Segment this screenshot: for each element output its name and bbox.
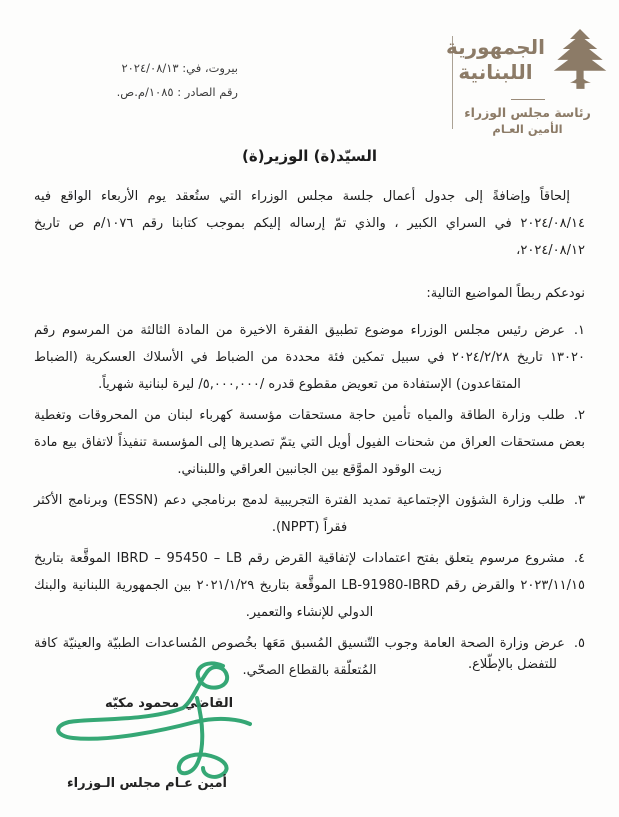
office-name: رئاسة مجلس الوزراء — [464, 105, 591, 120]
letter-meta — [40, 56, 238, 104]
secretary-general-label: الأمين العـام — [492, 122, 563, 136]
letter-body — [34, 183, 585, 688]
item-number: ٣. — [573, 493, 585, 508]
item-text: مشروع مرسوم يتعلق بفتح اعتمادات لإتفاقية القرض رقم ‎IBRD – 95450 – LB‎ الموقَّعة بتاريخ ٢٠٢٣/١١/١٥ والقرض رقم ‎LB-91980-IBRD‎ الموقَّعة بتاريخ ٢٠٢١/١/٢٩ بين الجمهورية اللبنانية والبنك الدولي للإنشاء والتعمير. — [34, 551, 585, 620]
intro-paragraph: إلحاقاً وإضافةً إلى جدول أعمال جلسة مجلس الوزراء التي ستُعقد يوم الأربعاء الواقع فيه ٢٠٢٤/٠٨/١٤ في السراي الكبير ، والذي تمّ إرساله إليكم بموجب كتابنا رقم ١٠٧٦/م ص تاريخ ٢٠٢٤/٠٨/١٢، — [34, 189, 585, 258]
ref-number: رقم الصادر : ١٠٨٥/م.ص. — [116, 85, 238, 99]
addressee-title: السيّد(ة) الوزير(ة) — [242, 147, 377, 165]
list-intro: نودعكم ربطاً المواضيع التالية: — [426, 286, 585, 301]
emblem-divider — [511, 99, 545, 100]
agenda-item-2 — [34, 402, 585, 483]
republic-line2: اللبنانية — [458, 60, 533, 84]
item-text: طلب وزارة الشؤون الإجتماعية تمديد الفترة التجريبية لدمج برنامجي دعم (ESSN) وبرنامج الأكثر فقراً (NPPT). — [34, 493, 565, 535]
item-number: ٤. — [573, 551, 585, 566]
closing-line: للتفضل بالإطّلاع. — [467, 657, 557, 672]
item-text: طلب وزارة الطاقة والمياه تأمين حاجة مستحقات مؤسسة كهرباء لبنان من المحروقات وتغطية بعض مستحقات العراق من شحنات الفيول أويل التي يتمّ تصديرها إلى المؤسسة تنفيذاً لاتفاق بيع مادة زيت الوقود الموَّقع بين الجانبين العراقي واللبناني. — [34, 408, 585, 477]
item-text: عرض رئيس مجلس الوزراء موضوع تطبيق الفقرة الاخيرة من المادة الثالثة من المرسوم رقم ١٣٠٢٠ تاريخ ٢٠٢٤/٢/٢٨ في سبيل تمكين فئة محددة من الضباط في الأسلاك العسكرية (الضباط المتقاعدون) الإستفادة من تعويض مقطوع قدره /٥,٠٠٠,٠٠٠/ ليرة لبنانية شهرياً. — [34, 323, 585, 392]
signatory-role: أمين عـام مجلس الـوزراء — [67, 776, 227, 791]
republic-line1: الجمهورية — [445, 35, 546, 59]
emblem-row — [440, 26, 615, 94]
letterhead — [440, 26, 615, 137]
item-number: ١. — [573, 323, 585, 338]
city-date: بيروت، في: ٢٠٢٤/٠٨/١٣ — [121, 61, 238, 75]
republic-calligraphy — [446, 35, 545, 85]
agenda-item-3 — [34, 487, 585, 541]
item-number: ٥. — [573, 636, 585, 651]
signatory-name: القاضي محمود مكيّه — [104, 696, 234, 711]
cedar-tree-icon — [551, 26, 609, 94]
item-number: ٢. — [573, 408, 585, 423]
agenda-item-4 — [34, 545, 585, 626]
agenda-item-1 — [34, 317, 585, 398]
item-text: عرض وزارة الصحة العامة وجوب التّنسيق المُسبق مَعَها بخُصوص المُساعدات الطبيّة والعينيّة كافة المُتعلّقة بالقطاع الصحّي. — [34, 636, 565, 678]
